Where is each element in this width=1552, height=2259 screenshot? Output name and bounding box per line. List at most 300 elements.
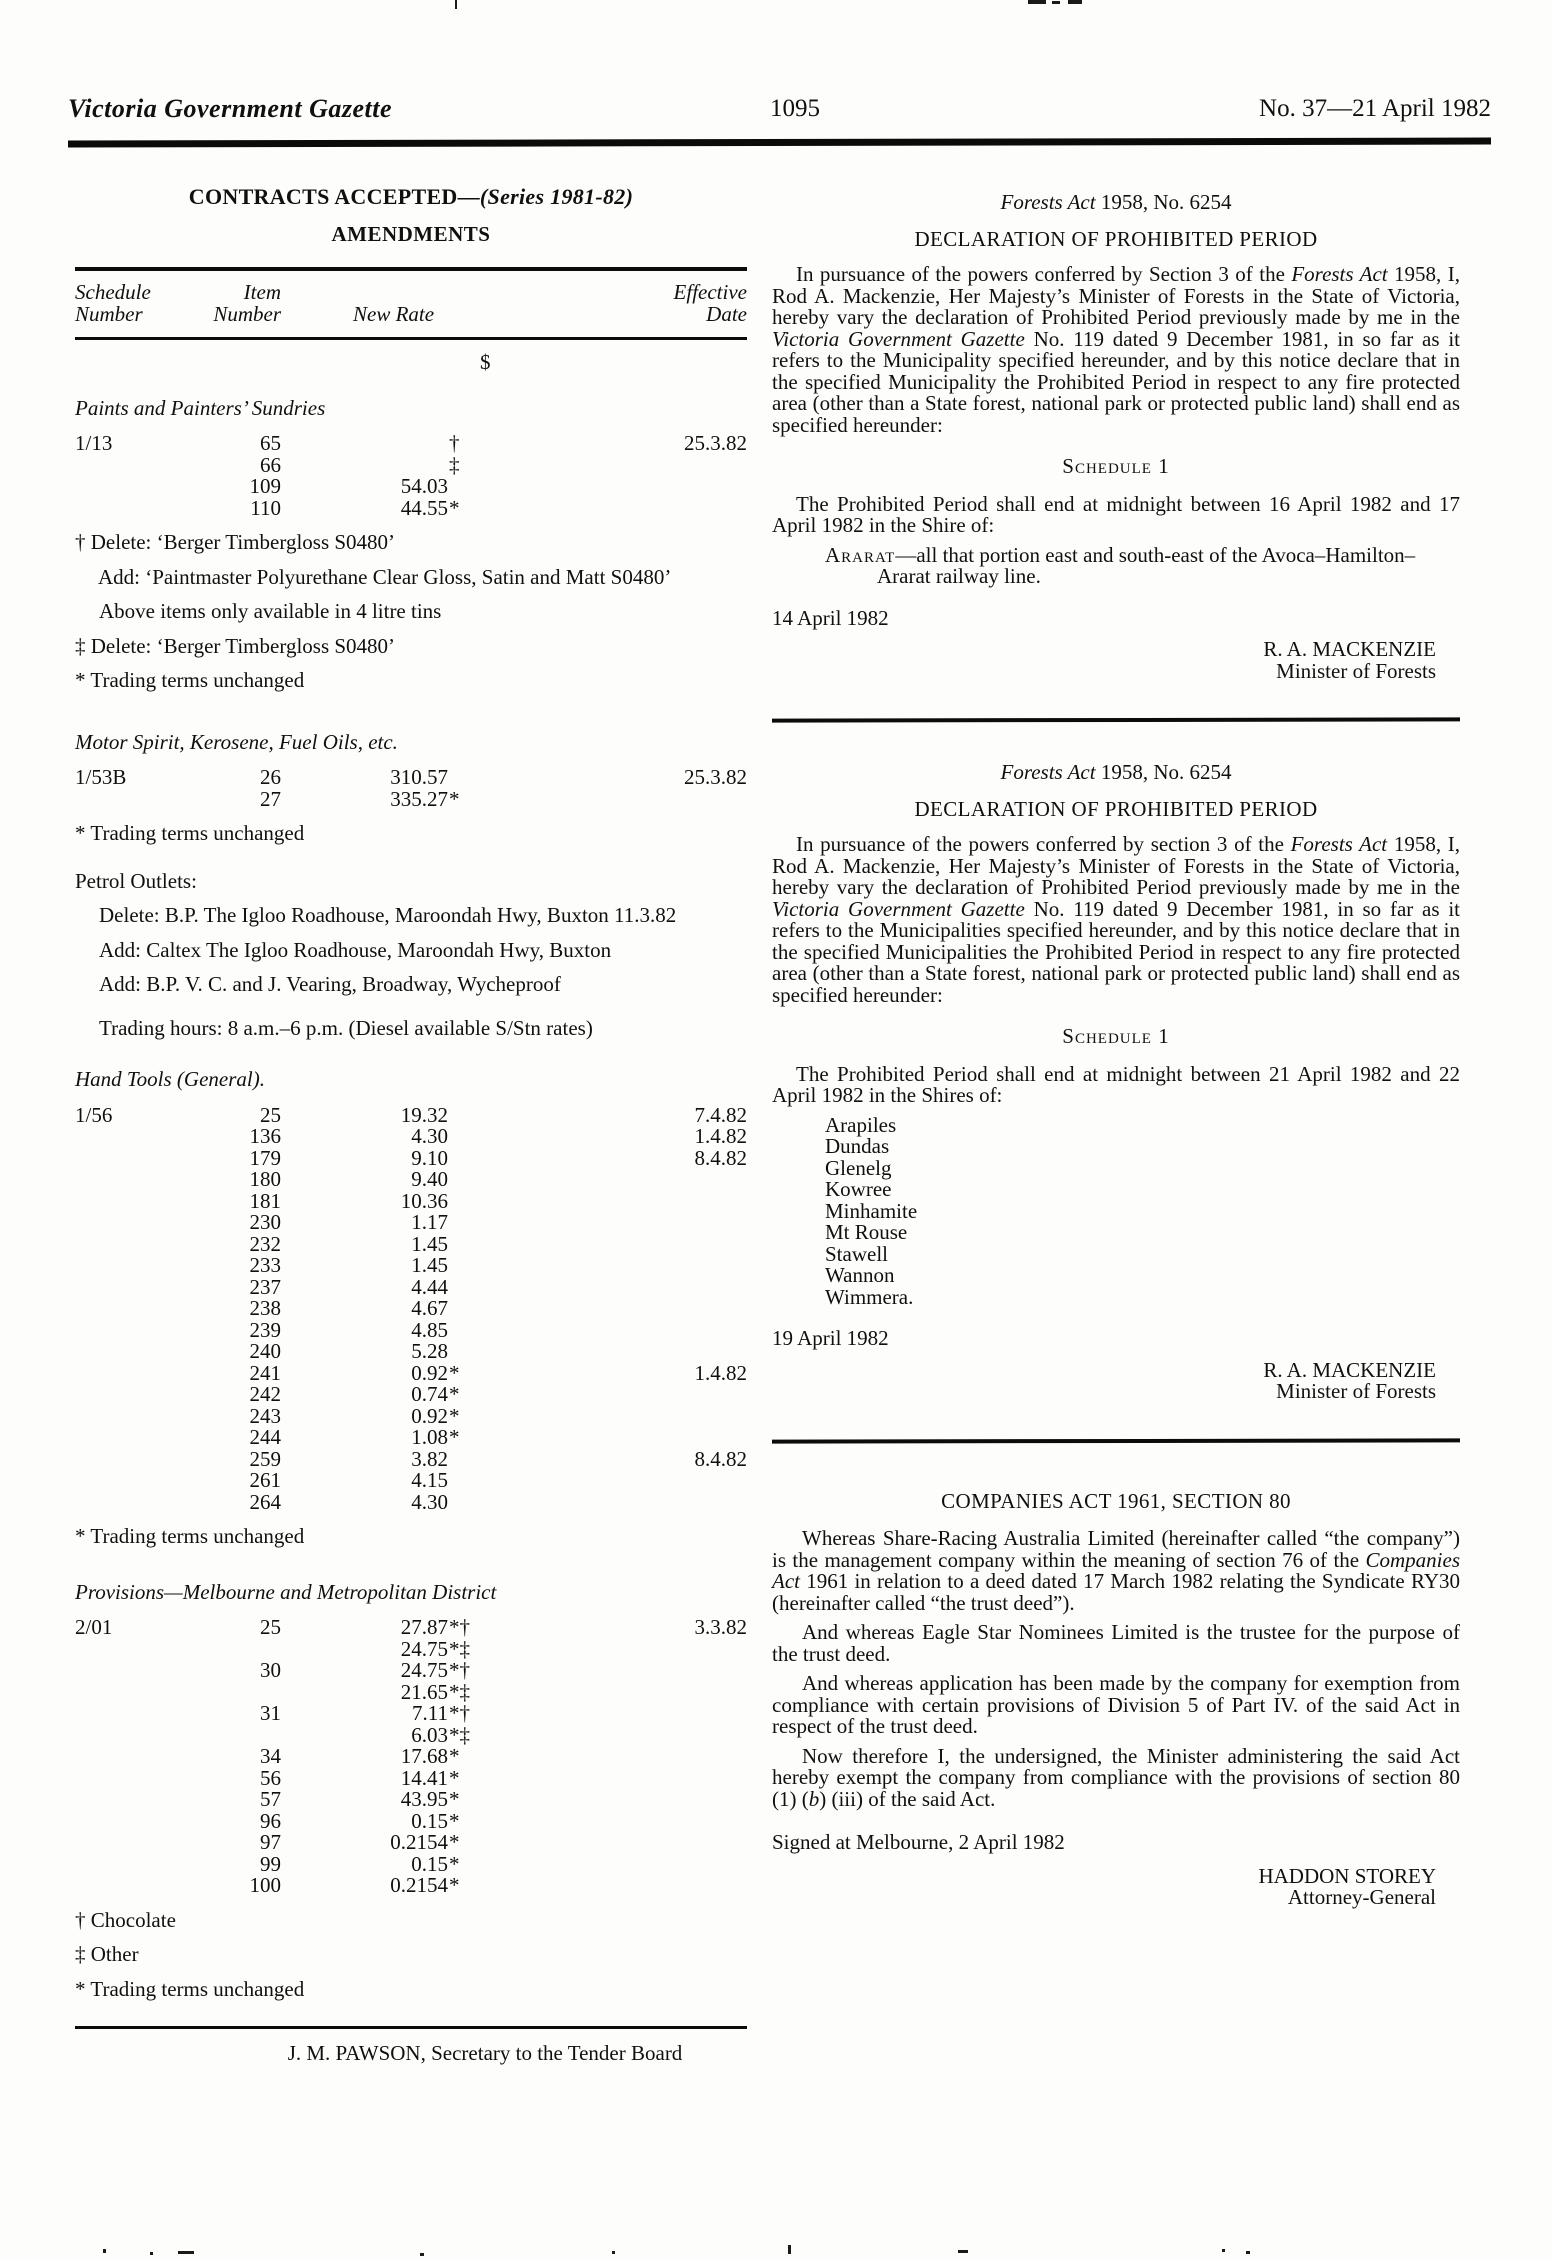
footnote: * Trading terms unchanged (75, 821, 305, 845)
signatory-role: Attorney-General (1287, 1885, 1436, 1909)
cell-schedule (75, 1212, 221, 1234)
scan-artifact (1222, 2249, 1225, 2252)
table-row (75, 786, 747, 811)
cell-rate: 17.68 * (400, 1744, 460, 1768)
column-item-number: Item Number (213, 280, 281, 326)
shire-name: Wimmera. (825, 1284, 914, 1309)
cell-item: 244 (249, 1425, 281, 1449)
cell-item: 96 (260, 1808, 281, 1833)
table-row (75, 1765, 747, 1790)
cell-schedule (75, 789, 221, 811)
scan-artifact (150, 2252, 153, 2255)
table-row (75, 1255, 747, 1277)
text-segment: CONTRACTS ACCEPTED— (188, 184, 480, 209)
cell-schedule (75, 1789, 221, 1811)
signatory-name: R. A. MACKENZIE (1263, 1357, 1436, 1382)
table-row (75, 1341, 747, 1363)
cell-rate: 0.2154 * (390, 1830, 460, 1854)
table-row (75, 1851, 747, 1876)
cell-date (448, 1191, 747, 1213)
cell-rate: 0.2154 * (390, 1873, 460, 1897)
cell-rate: 21.65 *‡ (400, 1679, 470, 1704)
table-row (75, 1188, 747, 1213)
footnote: ‡ Delete: ‘Berger Timbergloss S0480’ (75, 633, 396, 658)
table-row (75, 1427, 747, 1449)
cell-rate: 4.85 (411, 1317, 448, 1342)
italic-text-segment: Victoria Government Gazette (772, 896, 1025, 921)
cell-rate: 24.75 *† (400, 1658, 470, 1682)
cell-date: 25.3.82 (684, 431, 747, 455)
cell-rate: 44.55 * (400, 495, 460, 520)
signature-block (772, 639, 1460, 682)
table-row (75, 495, 747, 520)
cell-date: 1.4.82 (694, 1124, 747, 1148)
cell-item: 238 (249, 1296, 281, 1320)
schedule-heading: Schedule 1 (1062, 454, 1170, 478)
cell-date (448, 1298, 747, 1320)
notice-body (772, 834, 1460, 1006)
signatory-role: Minister of Forests (1276, 1379, 1436, 1403)
schedule-heading: Schedule 1 (1062, 1024, 1170, 1048)
notice-heading: DECLARATION OF PROHIBITED PERIOD (914, 226, 1318, 251)
footnote: * Trading terms unchanged (75, 1976, 305, 2001)
notice-act-title (772, 762, 1460, 784)
cell-schedule (75, 1449, 221, 1471)
cell-date: 8.4.82 (694, 1446, 747, 1471)
text-segment: Whereas Share-Racing Australia Limited (hereinafter called “the company”) is the management company within the meaning of section 76 of the (772, 1526, 1460, 1572)
cell-schedule (75, 1169, 221, 1191)
notice-paragraph (772, 1622, 1460, 1665)
tender-board-signature: J. M. PAWSON, Secretary to the Tender Board (287, 2041, 683, 2065)
cell-date (448, 1703, 747, 1725)
signature-block (772, 1357, 1460, 1403)
cell-date: 1.4.82 (694, 1360, 747, 1385)
text-segment: In pursuance of the powers conferred by section 3 of the (796, 832, 1291, 856)
table-row (75, 1360, 747, 1385)
cell-schedule (75, 1470, 221, 1492)
cell-rate: 4.15 (411, 1468, 448, 1492)
italic-text-segment: Forests Act (1000, 190, 1096, 214)
hand-tools-rows (75, 1102, 747, 1514)
notice-heading: DECLARATION OF PROHIBITED PERIOD (914, 796, 1318, 821)
scan-artifact (1246, 2251, 1250, 2254)
cell-item: 259 (249, 1446, 281, 1471)
shire-name: Minhamite (825, 1198, 918, 1223)
cell-schedule (75, 1277, 221, 1299)
text-segment: 1961 in relation to a deed dated 17 March 1982 relating the Syndicate RY30 (hereinafter called “the trust deed”). (772, 1569, 1460, 1615)
notice-paragraph (772, 1673, 1460, 1738)
cell-rate: 6.03 *‡ (411, 1722, 470, 1747)
cell-rate: ‡ (449, 452, 460, 477)
table-row (75, 1617, 747, 1639)
cell-schedule (75, 1703, 221, 1725)
cell-date (448, 1277, 747, 1299)
notice-paragraph (772, 1528, 1460, 1614)
italic-text-segment: Forests Act (1291, 262, 1388, 286)
cell-item: 97 (260, 1830, 281, 1854)
motor-notes (75, 823, 747, 845)
schedule-text: The Prohibited Period shall end at midnight between 16 April 1982 and 17 April 1982 in the Shire of: (772, 491, 1460, 537)
text-segment: In pursuance of the powers conferred by Section 3 of the (796, 262, 1292, 286)
cell-item: 243 (249, 1403, 281, 1428)
cell-item: 34 (260, 1744, 281, 1768)
cell-date (448, 1682, 747, 1704)
cell-rate: 0.15 * (411, 1851, 460, 1876)
cell-item: 99 (260, 1851, 281, 1876)
cell-date (448, 1746, 747, 1768)
cell-date (448, 1492, 747, 1514)
scan-artifact (455, 0, 457, 9)
notice-divider-rule (772, 1438, 1460, 1443)
table-row (75, 1274, 747, 1299)
notice-divider-rule (772, 717, 1460, 722)
table-row (75, 452, 747, 477)
footnote: * Trading terms unchanged (75, 668, 305, 692)
cell-rate: 10.36 (400, 1188, 448, 1213)
cell-date: 7.4.82 (694, 1102, 747, 1127)
scan-artifact (178, 2251, 194, 2254)
cell-date: 8.4.82 (694, 1145, 747, 1170)
cell-rate: 0.74 * (411, 1382, 460, 1406)
cell-rate: 14.41 * (400, 1765, 460, 1790)
cell-date (448, 1768, 747, 1790)
cell-rate: 24.75 *‡ (400, 1636, 470, 1661)
cell-item: 241 (249, 1360, 281, 1385)
cell-schedule (75, 1234, 221, 1256)
table-row (75, 767, 747, 789)
italic-text-segment: Victoria Government Gazette (772, 326, 1025, 351)
table-row (75, 1679, 747, 1704)
cell-rate: † (449, 431, 460, 455)
petrol-line: Add: Caltex The Igloo Roadhouse, Maroondah Hwy, Buxton (99, 937, 612, 962)
cell-rate: 3.82 (411, 1446, 448, 1471)
cell-item (221, 1682, 281, 1704)
petrol-outlets-heading: Petrol Outlets: (75, 868, 197, 893)
italic-text-segment: Companies Act (772, 1547, 1460, 1593)
cell-rate: 7.11 *† (412, 1701, 470, 1725)
italic-text-segment: (Series 1981-82) (479, 184, 634, 209)
cell-item: 233 (249, 1253, 281, 1277)
cell-item: 27 (260, 786, 281, 811)
shire-name: Ararat (825, 542, 896, 567)
footnote: * Trading terms unchanged (75, 1524, 305, 1548)
column-effective-date: Effective Date (673, 280, 747, 326)
cell-item: 261 (249, 1468, 281, 1492)
cell-item: 181 (249, 1188, 281, 1213)
cell-rate: 43.95 * (400, 1787, 460, 1811)
cell-schedule (75, 1384, 221, 1406)
scan-artifact (958, 2250, 968, 2253)
text-segment: Now therefore I, the undersigned, the Minister administering the said Act hereby exempt the company from compliance with the provisions of section 80 (1) ( (772, 1743, 1460, 1811)
footnote: † Chocolate (75, 1907, 176, 1932)
table-row (75, 1703, 747, 1725)
cell-schedule (75, 455, 221, 477)
cell-rate: 0.15 * (411, 1808, 460, 1833)
cell-item: 237 (249, 1274, 281, 1299)
tender-board-rule (75, 2026, 747, 2029)
cell-item: 100 (249, 1873, 281, 1897)
cell-rate: 4.44 (411, 1274, 448, 1299)
cell-date (448, 1789, 747, 1811)
scan-artifact (1068, 0, 1082, 4)
footnote: Above items only available in 4 litre tins (99, 599, 442, 623)
schedule-text: The Prohibited Period shall end at midnight between 21 April 1982 and 22 April 1982 in the Shires of: (772, 1061, 1460, 1107)
cell-schedule (75, 1427, 221, 1449)
petrol-line: Add: B.P. V. C. and J. Vearing, Broadway, Wycheproof (99, 972, 561, 996)
column-schedule-number: Schedule Number (75, 280, 151, 326)
cell-rate: 54.03 (400, 474, 448, 498)
paints-notes (75, 532, 747, 692)
table-row (75, 1298, 747, 1320)
cell-schedule (75, 1832, 221, 1854)
cell-date (448, 1832, 747, 1854)
cell-item (221, 1725, 281, 1747)
cell-schedule: 2/01 (75, 1615, 113, 1639)
cell-rate: 310.57 (390, 765, 448, 789)
cell-schedule (75, 1341, 221, 1363)
text-segment: 1958, I, Rod A. Mackenzie, Her Majesty’s Minister of Forests in the State of Victoria, hereby vary the declaration of Prohibited Period previously made by me in the (772, 832, 1460, 899)
shire-name: Arapiles (825, 1112, 897, 1137)
table-row (75, 1470, 747, 1492)
cell-rate: 335.27 * (390, 786, 460, 811)
shire-name: Wannon (825, 1263, 895, 1287)
cell-schedule: 1/56 (75, 1102, 113, 1127)
provisions-notes (75, 1907, 747, 2001)
table-row (75, 1145, 747, 1170)
cell-date (448, 789, 747, 811)
motor-rows (75, 767, 747, 810)
cell-rate: 1.17 (411, 1210, 448, 1234)
cell-item: 179 (249, 1145, 281, 1170)
cell-date (448, 1854, 747, 1876)
forests-notice-2 (772, 762, 1460, 1403)
petrol-line: Delete: B.P. The Igloo Roadhouse, Maroondah Hwy, Buxton 11.3.82 (99, 903, 677, 927)
footnote: † Delete: ‘Berger Timbergloss S0480’ (75, 530, 396, 554)
cell-schedule (75, 1768, 221, 1790)
table-row (75, 1231, 747, 1256)
cell-schedule (75, 1746, 221, 1768)
forests-notice-1 (772, 192, 1460, 682)
cell-item: 136 (249, 1124, 281, 1148)
text-segment: And whereas application has been made by the company for exemption from compliance with certain provisions of Division 5 of Part IV. of the said Act in respect of the trust deed. (772, 1671, 1460, 1738)
text-segment: No. 119 dated 9 December 1981, in so far as it refers to the Municipalities specified hereunder, and by this notice declare that in the specified Municipalities the Prohibited Period in respect to any fire protected area (other than a State forest, national park or protected public land) shall end as specified hereunder: (772, 896, 1460, 1007)
cell-rate: 1.45 (411, 1253, 448, 1277)
footnote: ‡ Other (75, 1942, 139, 1966)
cell-item: 30 (260, 1658, 281, 1682)
signatory-name: HADDON STOREY (1258, 1863, 1436, 1888)
footnote: Add: ‘Paintmaster Polyurethane Clear Gloss, Satin and Matt S0480’ (98, 564, 672, 589)
table-row (75, 1126, 747, 1148)
scan-artifact (103, 2249, 106, 2253)
table-row (75, 1102, 747, 1127)
cell-date: 25.3.82 (684, 765, 747, 789)
table-row (75, 433, 747, 455)
cell-date (448, 1660, 747, 1682)
section-heading-provisions: Provisions—Melbourne and Metropolitan District (75, 1579, 497, 1604)
cell-item: 31 (260, 1701, 281, 1725)
companies-act-notice (772, 1488, 1460, 1909)
cell-item: 25 (260, 1615, 281, 1639)
cell-date (448, 1427, 747, 1449)
shire-description: —all that portion east and south-east of the Avoca–Hamilton–Ararat railway line. (877, 542, 1416, 588)
notice-date: 14 April 1982 (772, 605, 889, 630)
cell-schedule (75, 1191, 221, 1213)
text-segment: 1958, No. 6254 (1095, 760, 1232, 784)
cell-date (448, 455, 747, 477)
table-row (75, 1746, 747, 1768)
page-number: 1095 (770, 95, 820, 122)
cell-date (448, 1406, 747, 1428)
table-row (75, 1789, 747, 1811)
cell-schedule (75, 1639, 221, 1661)
cell-rate: 27.87 *† (400, 1615, 470, 1639)
cell-item: 239 (249, 1317, 281, 1342)
contracts-title (75, 186, 747, 208)
cell-schedule (75, 1725, 221, 1747)
italic-text-segment: b (808, 1786, 820, 1811)
cell-date (448, 498, 747, 520)
cell-item: 264 (249, 1489, 281, 1514)
cell-schedule (75, 1811, 221, 1833)
signatory-role: Minister of Forests (1276, 658, 1436, 683)
cell-schedule (75, 1875, 221, 1897)
cell-rate: 9.40 (411, 1167, 448, 1191)
notice-act-title (772, 192, 1460, 214)
cell-item: 110 (250, 495, 281, 520)
cell-date (448, 476, 747, 498)
section-heading-motor-spirit: Motor Spirit, Kerosene, Fuel Oils, etc. (75, 729, 398, 754)
notice-body (772, 264, 1460, 436)
cell-schedule (75, 1854, 221, 1876)
contracts-subtitle: AMENDMENTS (331, 221, 491, 246)
scan-artifact (1052, 1, 1060, 4)
issue-info: No. 37—21 April 1982 (1259, 95, 1491, 122)
cell-item: 26 (260, 765, 281, 789)
cell-rate: 19.32 (400, 1102, 448, 1127)
shire-name: Glenelg (825, 1155, 892, 1180)
table-row (75, 1489, 747, 1514)
shire-name: Mt Rouse (825, 1220, 908, 1244)
scan-artifact (420, 2253, 424, 2256)
cell-date (448, 1875, 747, 1897)
cell-schedule (75, 476, 221, 498)
cell-item: 242 (249, 1382, 281, 1406)
table-row (75, 1875, 747, 1897)
cell-item: 180 (249, 1167, 281, 1191)
cell-rate: 0.92 * (411, 1403, 460, 1428)
text-segment: ) (iii) of the said Act. (819, 1786, 996, 1811)
left-column (75, 170, 747, 2065)
cell-date (448, 1470, 747, 1492)
scan-artifact (788, 2245, 791, 2254)
cell-date (448, 1234, 747, 1256)
table-row (75, 1446, 747, 1471)
cell-schedule (75, 1406, 221, 1428)
section-heading-paints: Paints and Painters’ Sundries (75, 395, 326, 420)
cell-schedule (75, 1126, 221, 1148)
text-segment: And whereas Eagle Star Nominees Limited is the trustee for the purpose of the trust deed. (772, 1620, 1460, 1666)
cell-item: 56 (260, 1765, 281, 1790)
cell-schedule (75, 1492, 221, 1514)
masthead (68, 96, 1491, 132)
cell-date (448, 1320, 747, 1342)
cell-schedule (75, 1363, 221, 1385)
table-row (75, 1808, 747, 1833)
cell-date (448, 1639, 747, 1661)
cell-item: 65 (260, 431, 281, 455)
provisions-rows (75, 1617, 747, 1897)
section-heading-hand-tools: Hand Tools (General). (75, 1067, 265, 1091)
cell-rate: 9.10 (411, 1145, 448, 1170)
hand-tools-notes (75, 1526, 747, 1548)
cell-rate: 1.08 * (411, 1425, 460, 1449)
cell-schedule (75, 1682, 221, 1704)
scan-artifact (612, 2251, 615, 2254)
shire-name: Kowree (825, 1177, 892, 1201)
cell-schedule: 1/53B (75, 765, 127, 789)
currency-symbol: $ (480, 350, 491, 374)
cell-schedule (75, 1320, 221, 1342)
table-header (75, 271, 747, 337)
cell-item: 240 (249, 1339, 281, 1363)
cell-date (448, 1212, 747, 1234)
cell-item: 25 (260, 1102, 281, 1127)
cell-schedule (75, 1660, 221, 1682)
cell-date: 3.3.82 (694, 1615, 747, 1639)
cell-date (448, 1384, 747, 1406)
notice-date: 19 April 1982 (772, 1326, 889, 1350)
cell-rate: 5.28 (411, 1339, 448, 1363)
text-segment: 1958, No. 6254 (1095, 190, 1232, 214)
table-row (75, 476, 747, 498)
cell-schedule (75, 1298, 221, 1320)
cell-item: 232 (249, 1231, 281, 1256)
shires-list (825, 1112, 1460, 1309)
text-segment: 1958, I, Rod A. Mackenzie, Her Majesty’s Minister of Forests in the State of Victoria, hereby vary the declaration of Prohibited Period previously made by me in the (772, 262, 1460, 329)
cell-rate: 0.92 * (411, 1360, 460, 1385)
notice-paragraph (772, 1743, 1460, 1811)
scan-artifact (1028, 0, 1046, 4)
cell-item: 66 (260, 452, 281, 477)
cell-rate: 4.30 (411, 1489, 448, 1514)
shire-name: Stawell (825, 1241, 888, 1266)
petrol-outlets-lines (75, 905, 747, 1039)
table-row (75, 1660, 747, 1682)
cell-schedule (75, 1148, 221, 1170)
cell-date (448, 1255, 747, 1277)
text-segment: No. 119 dated 9 December 1981, in so far as it refers to the Municipality specified hereunder, and by this notice declare that in the specified Municipality the Prohibited Period in respect to any fire protected area (other than a State forest, national park or protected public land) shall end as specified hereunder: (772, 326, 1460, 437)
cell-schedule: 1/13 (75, 431, 113, 455)
paints-rows (75, 433, 747, 519)
italic-text-segment: Forests Act (1000, 760, 1096, 784)
table-row (75, 1403, 747, 1428)
cell-item: 57 (260, 1787, 281, 1811)
petrol-line: Trading hours: 8 a.m.–6 p.m. (Diesel available S/Stn rates) (99, 1015, 593, 1040)
italic-text-segment: Forests Act (1290, 832, 1388, 856)
cell-date (448, 1725, 747, 1747)
notice-heading: COMPANIES ACT 1961, SECTION 80 (941, 1488, 1291, 1513)
table-row (75, 1636, 747, 1661)
column-new-rate: New Rate (353, 302, 435, 326)
signed-line: Signed at Melbourne, 2 April 1982 (772, 1830, 1065, 1854)
cell-item: 230 (249, 1210, 281, 1234)
cell-date (448, 1341, 747, 1363)
cell-schedule (75, 1255, 221, 1277)
cell-rate: 4.30 (411, 1124, 448, 1148)
cell-date (448, 1169, 747, 1191)
masthead-rule (68, 138, 1491, 148)
table-rule-bottom (75, 337, 747, 340)
